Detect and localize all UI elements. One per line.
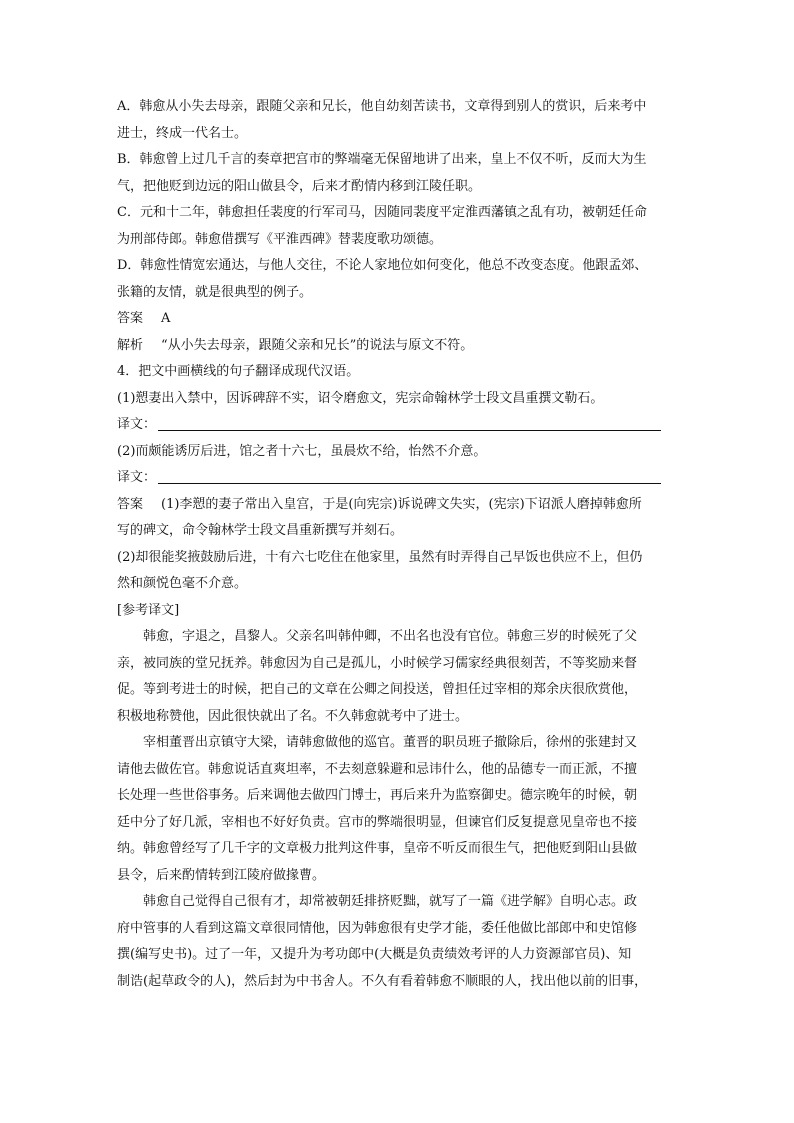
sub-question-1: (1)愬妻出入禁中，因诉碑辞不实，诏令磨愈文，宪宗命翰林学士段文昌重撰文勒石。 (117, 390, 604, 406)
analysis-3 (117, 333, 677, 360)
option-c-line-1: C．元和十二年，韩愈担任裴度的行军司马，因随同裴度平定淮西藩镇之乱有功，被朝廷任命 (117, 205, 647, 220)
ref-p2-line-4: 廷中分了好几派，宰相也不好好负责。宫市的弊端很明显，但谏官们反复提意见皇帝也不接 (117, 814, 638, 830)
ref-p2-line-6: 县令，后来酌情转到江陵府做掾曹。 (117, 867, 326, 883)
answer-4-line-1 (117, 492, 677, 519)
translation-line-2 (117, 465, 677, 492)
ref-p2-line-1: 宰相董晋出京镇守大梁，请韩愈做他的巡官。董晋的职员班子撤除后，徐州的张建封又 (143, 735, 638, 750)
ref-p1-line-1: 韩愈，字退之，昌黎人。父亲名叫韩仲卿，不出名也没有官位。韩愈三岁的时候死了父 (143, 629, 638, 644)
option-d-line-2: 张籍的友情，就是很典型的例子。 (117, 284, 313, 300)
answer-4-line-4: 然和颜悦色毫不介意。 (117, 576, 248, 591)
answer-3-value: A (161, 311, 171, 326)
option-b-line-2: 气，把他贬到边远的阳山做县令，后来才酌情内移到江陵任职。 (117, 178, 482, 194)
option-a (117, 94, 677, 147)
ref-p3-line-4: 制诰(起草政令的人)，然后封为中书舍人。不久有看着韩愈不顺眼的人，找出他以前的旧事， (117, 973, 648, 989)
option-d-line-1: D．韩愈性情宽宏通达，与他人交往，不论人家地位如何变化，他总不改变态度。他跟孟郊、 (117, 258, 648, 273)
ref-p3-line-1: 韩愈自己觉得自己很有才，却常被朝廷排挤贬黜，就写了一篇《进学解》自明心志。政 (143, 894, 638, 909)
reference-paragraph-2 (117, 730, 677, 889)
option-c-line-2: 为刑部侍郎。韩愈借撰写《平淮西碑》替裴度歌功颂德。 (117, 231, 443, 247)
answer-4-label: 答案 (117, 496, 144, 512)
sub-question-2: (2)而颇能诱厉后进，馆之者十六七，虽晨炊不给，怡然不介意。 (117, 443, 487, 459)
reference-title: [参考译文] (117, 602, 180, 618)
answer-3-label: 答案 (117, 311, 144, 326)
ref-p1-line-2: 亲，被同族的堂兄抚养。韩愈因为自己是孤儿，小时候学习儒家经典很刻苦，不等奖励来督 (117, 655, 638, 671)
option-b-line-1: B．韩愈曾上过几千言的奏章把宫市的弊端毫无保留地讲了出来，皇上不仅不听，反而大为生 (117, 152, 647, 167)
document-body (117, 94, 677, 995)
translation-blank-1[interactable] (158, 416, 661, 431)
reference-paragraph-1 (117, 624, 677, 730)
analysis-3-label: 解析 (117, 337, 144, 353)
option-a-line-2: 进士，终成一代名士。 (117, 125, 248, 141)
question-4: 4．把文中画横线的句子翻译成现代汉语。 (117, 364, 360, 379)
option-c (117, 200, 677, 253)
answer-4-text-1: (1)李愬的妻子常出入皇宫，于是(向宪宗)诉说碑文失实，(宪宗)下诏派人磨掉韩愈所 (161, 496, 642, 512)
answer-3 (117, 306, 677, 333)
answer-4-line-2: 写的碑文，命令翰林学士段文昌重新撰写并刻石。 (117, 523, 404, 538)
ref-p3-line-2: 府中管事的人看到这篇文章很同情他，因为韩愈很有史学才能，委任他做比部郎中和史馆修 (117, 920, 638, 936)
translation-label-1: 译文： (117, 417, 157, 432)
analysis-3-text: “从小失去母亲，跟随父亲和兄长”的说法与原文不符。 (161, 337, 474, 353)
answer-4-line-3: (2)却很能奖掖鼓励后进，十有六七吃住在他家里，虽然有时弄得自己早饭也供应不上，但仍 (117, 549, 643, 565)
option-a-line-1: A．韩愈从小失去母亲，跟随父亲和兄长，他自幼刻苦读书，文章得到别人的赏识，后来考中 (117, 99, 647, 114)
option-d (117, 253, 677, 306)
ref-p1-line-4: 积极地称赞他，因此很快就出了名。不久韩愈就考中了进士。 (117, 708, 469, 724)
ref-p3-line-3: 撰(编写史书)。过了一年，又提升为考功郎中(大概是负责绩效考评的人力资源部官员)、知 (117, 947, 632, 962)
translation-line-1 (117, 412, 677, 439)
translation-label-2: 译文： (117, 470, 157, 485)
ref-p2-line-3: 长处理一些世俗事务。后来调他去做四门博士，再后来升为监察御史。德宗晚年的时候，朝 (117, 788, 638, 803)
translation-blank-2[interactable] (158, 469, 661, 484)
ref-p2-line-2: 请他去做佐官。韩愈说话直爽坦率，不去刻意躲避和忌讳什么，他的品德专一而正派，不擅 (117, 761, 638, 777)
answer-4 (117, 492, 677, 598)
ref-p2-line-5: 纳。韩愈曾经写了几千字的文章极力批判这件事，皇帝不听反而很生气，把他贬到阳山县做 (117, 841, 638, 856)
reference-paragraph-3 (117, 889, 677, 995)
ref-p1-line-3: 促。等到考进士的时候，把自己的文章在公卿之间投送，曾担任过宰相的郑余庆很欣赏他， (117, 682, 638, 697)
option-b (117, 147, 677, 200)
